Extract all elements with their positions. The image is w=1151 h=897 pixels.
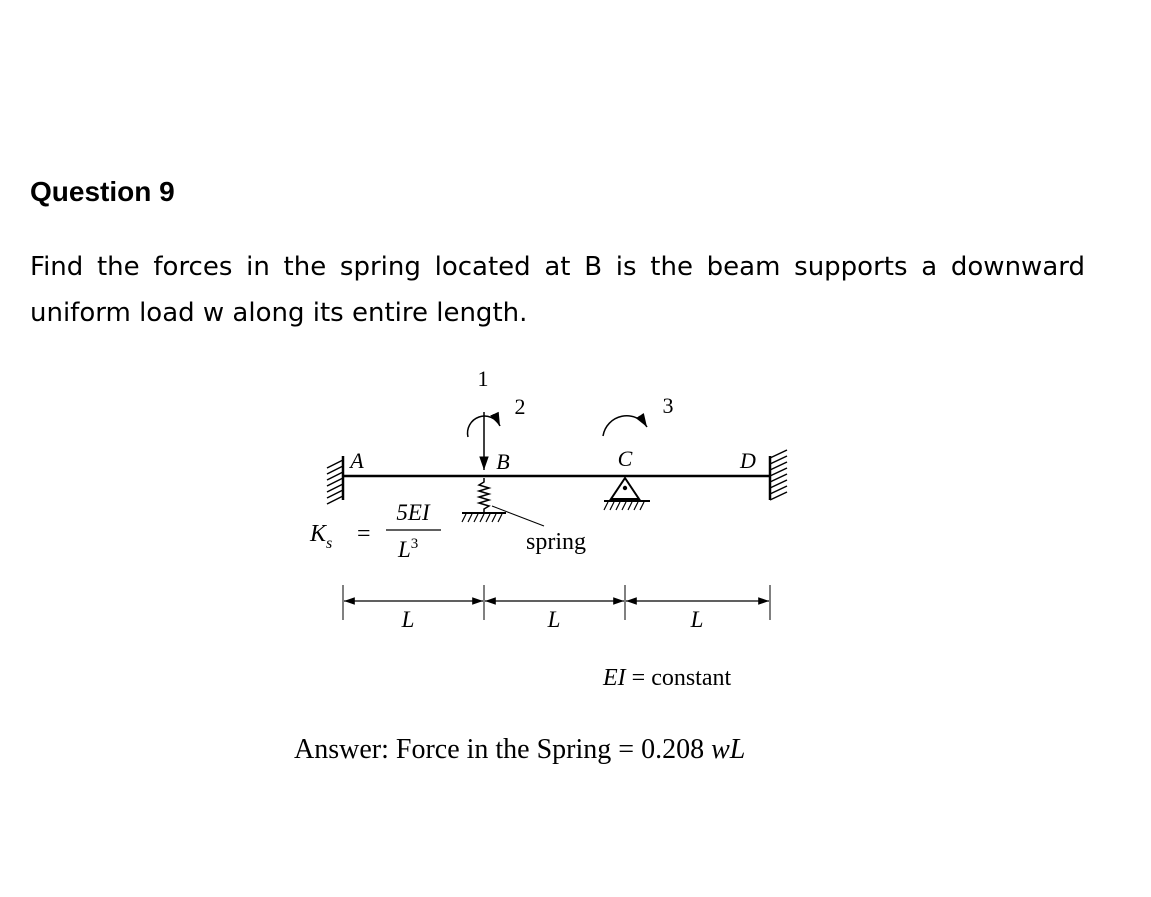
stiffness-denominator-base: L [398, 537, 411, 562]
stiffness-k: K [310, 521, 327, 547]
stiffness-subscript: s [326, 535, 333, 552]
fixed-support-d [770, 450, 787, 500]
node-label-d: D [740, 448, 756, 473]
stiffness-numerator: 5EI [396, 500, 430, 525]
dof-3-rotation-arrow [603, 416, 647, 436]
spring-label: spring [526, 529, 586, 555]
spring-leader-line [492, 506, 544, 526]
ei-symbol: EI [603, 665, 626, 691]
question-text: Find the forces in the spring located at B is the beam supports a downward uniform load w along its entire length. [30, 252, 1085, 328]
stiffness-denominator-exp: 3 [410, 536, 419, 552]
answer-line [294, 734, 745, 765]
dof-label-2: 2 [514, 394, 526, 419]
answer-value: wL [711, 734, 746, 765]
pin-support-c [604, 478, 650, 510]
dof-label-3: 3 [662, 393, 674, 418]
node-label-a: A [350, 448, 364, 473]
span-label-ab: L [401, 607, 415, 632]
node-label-c: C [617, 446, 633, 471]
stiffness-symbol [309, 521, 332, 552]
fixed-support-a [327, 456, 343, 504]
spring-support-b [462, 478, 506, 522]
dof-label-1: 1 [477, 366, 489, 391]
stiffness-equals: = [357, 521, 371, 547]
answer-prefix: Answer: Force in the Spring = 0.208 [294, 734, 712, 765]
ei-constant: = constant [625, 665, 732, 691]
question-heading: Question 9 [30, 176, 175, 207]
node-label-b: B [496, 449, 510, 474]
ei-note [602, 665, 732, 691]
stiffness-denominator [397, 536, 418, 562]
span-label-bc: L [547, 607, 561, 632]
span-label-cd: L [690, 607, 704, 632]
